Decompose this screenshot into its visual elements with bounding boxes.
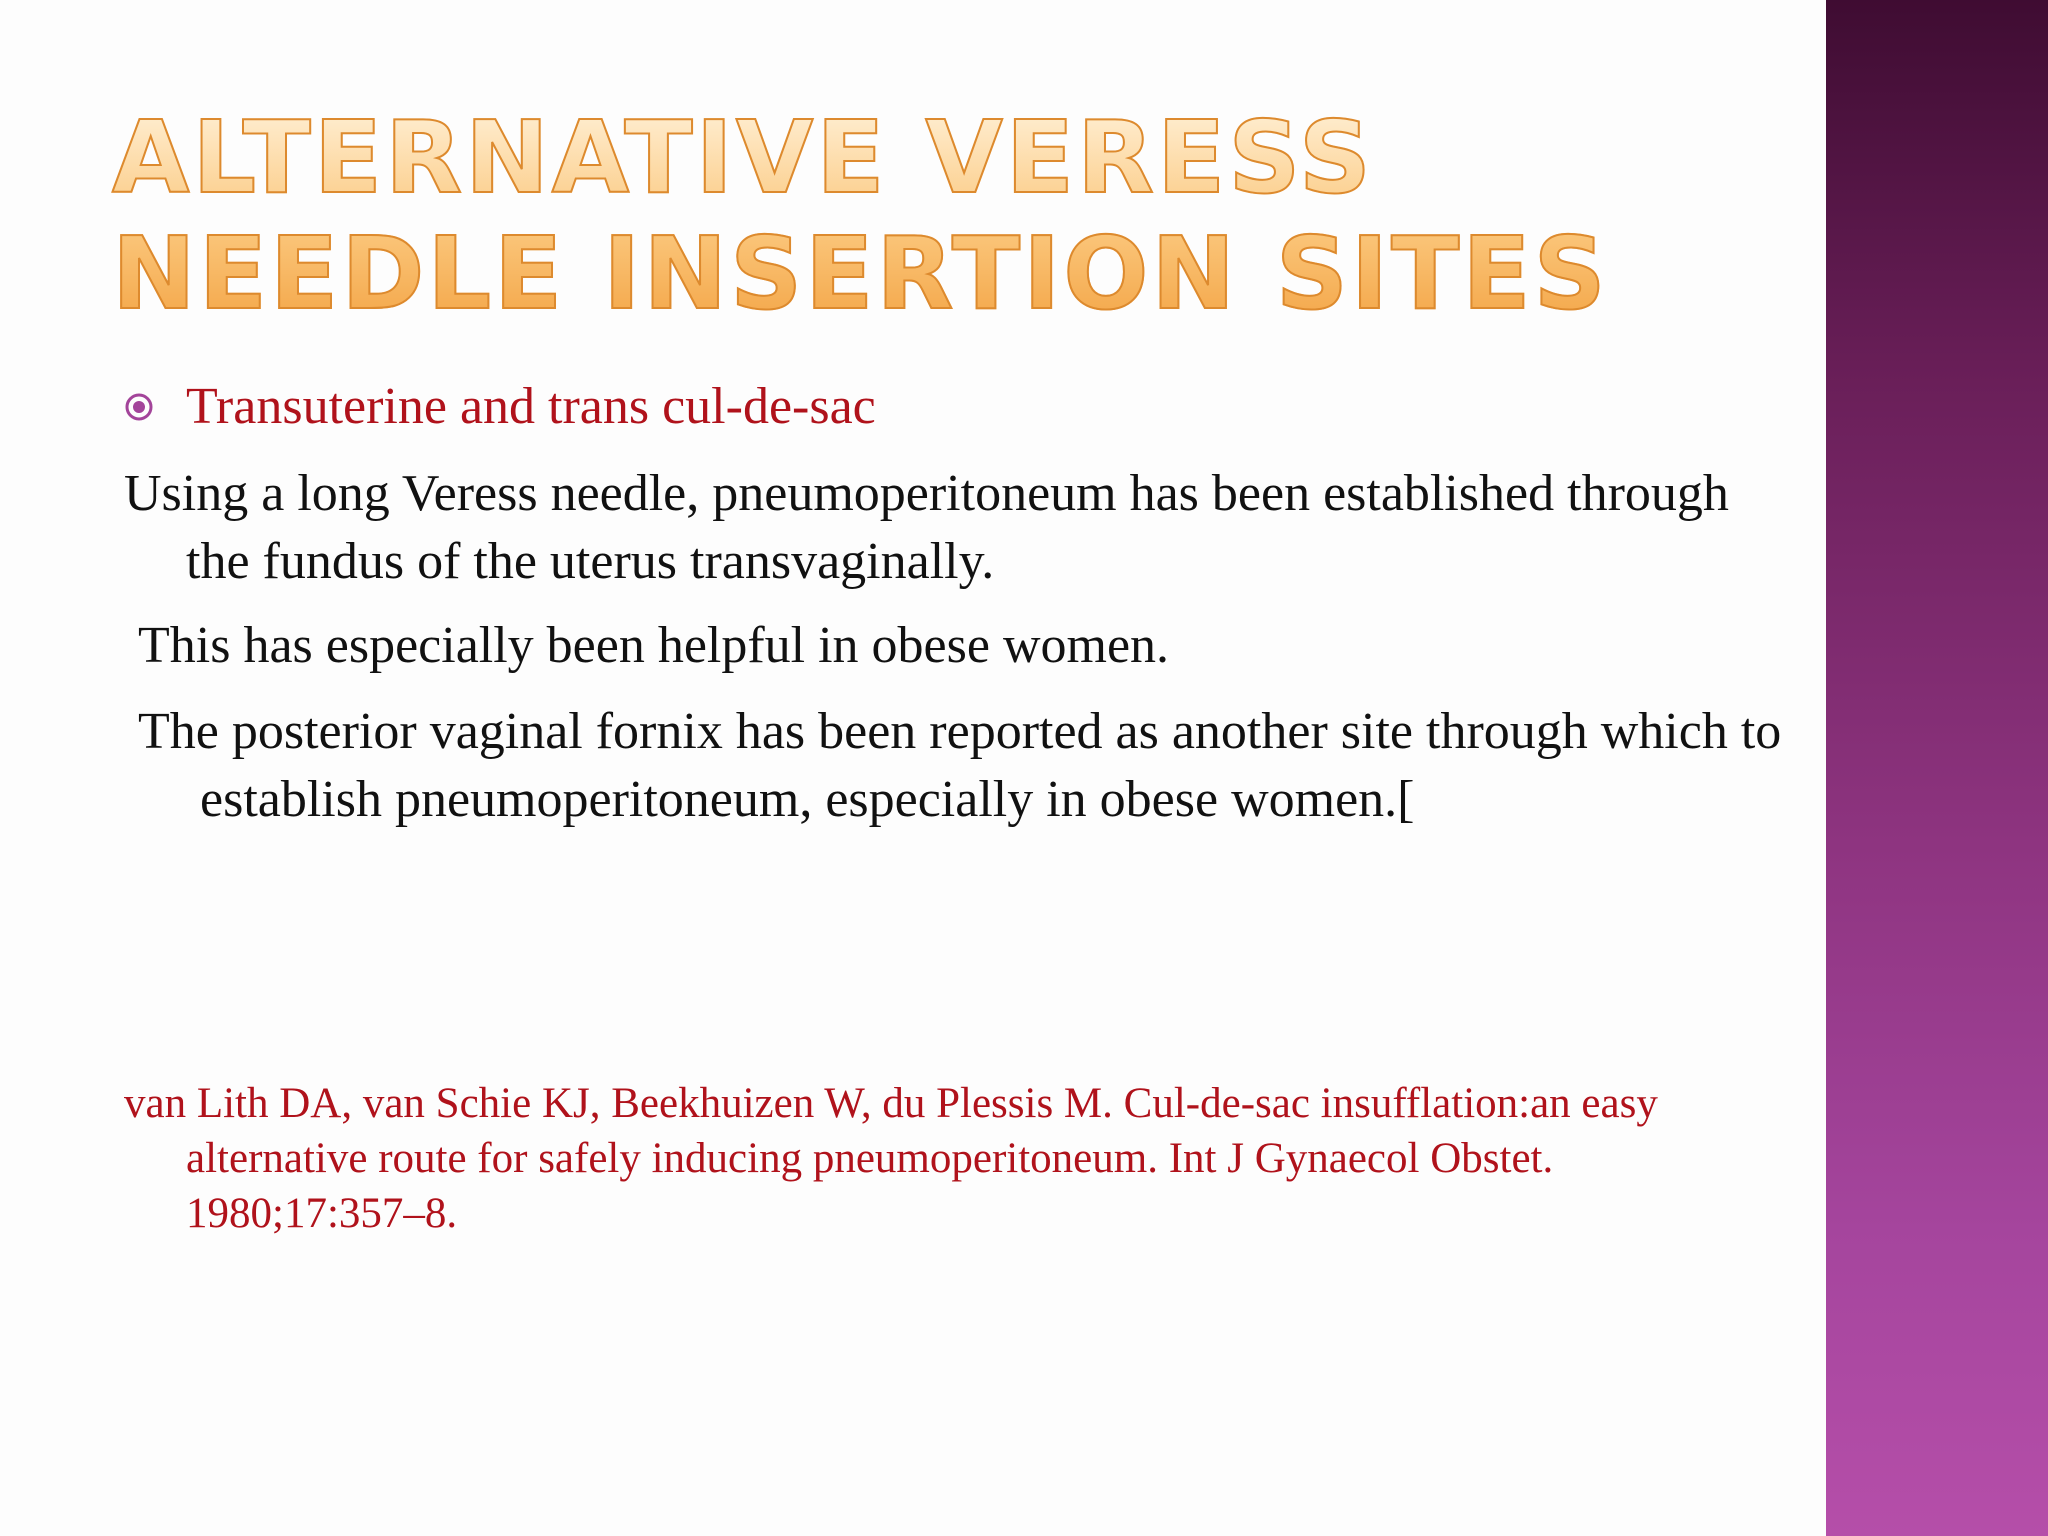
bullet-text: Transuterine and trans cul-de-sac [186,378,876,435]
slide-title: ALTERNATIVE VERESS NEEDLE INSERTION SITES [112,100,1712,332]
circled-dot-icon [124,392,154,422]
bullet-item [124,376,1774,438]
reference-citation: van Lith DA, van Schie KJ, Beekhuizen W, du Plessis M. Cul-de-sac insufflation:an easy alternative route for safely inducing pneumoperitoneum. Int J Gynaecol Obstet. 1980;17:357–8. [124,1080,1658,1237]
body-paragraph-obese: This has especially been helpful in obese women. [138,617,1170,674]
body-paragraph-fornix: The posterior vaginal fornix has been reported as another site through which to establish pneumoperitoneum, especially in obese women.[ [138,703,1782,828]
decorative-side-band [1826,0,2048,1536]
body-paragraph-uterus: Using a long Veress needle, pneumoperitoneum has been established through the fundus of the uterus transvaginally. [124,465,1729,590]
